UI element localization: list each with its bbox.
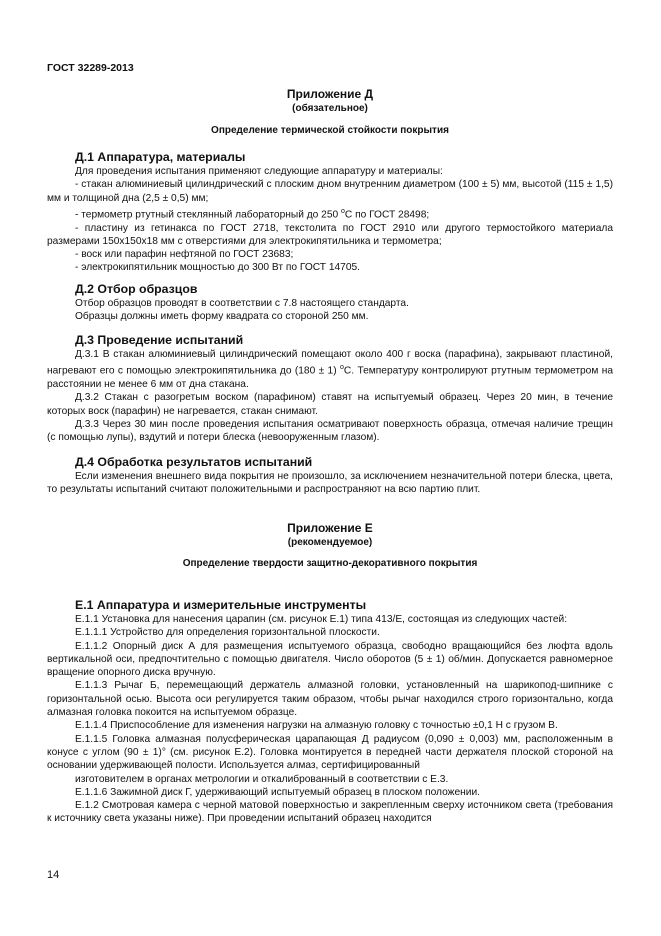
paragraph: - пластину из гетинакса по ГОСТ 2718, текстолита по ГОСТ 2910 или другого термостойкого материала размерами 150х150х18 мм с отверстиями для электрокипятильника и термометра; (47, 222, 613, 247)
appendix-e-heading-block (47, 557, 613, 570)
appendix-d-header (47, 88, 613, 116)
paragraph: Если изменения внешнего вида покрытия не произошло, за исключением незначительной потери блеска, цвета, то результаты испытаний считают положительными и распространяют на всю партию плит. (47, 471, 613, 496)
paragraph: Отбор образцов проводят в соответствии с 7.8 настоящего стандарта. (75, 298, 409, 309)
paragraph: Е.1.1.1 Устройство для определения горизонтальной плоскости. (75, 627, 380, 639)
section-d1 (47, 150, 613, 275)
paragraph: - стакан алюминиевый цилиндрический с плоским дном внутренним диаметром (100 ± 5) мм, высотой (115 ± 1,5) мм и толщиной дна (2,5 ± 0,5) мм; (47, 179, 613, 204)
section-d1-title: Д.1 Аппаратура, материалы (75, 150, 246, 164)
paragraph: изготовителем в органах метрологии и откалиброванный в соответствии с Е.3. (75, 773, 449, 785)
paragraph: Образцы должны иметь форму квадрата со стороной 250 мм. (75, 311, 369, 323)
paragraph: - термометр ртутный стеклянный лабораторный до 250 $^о$С по ГОСТ 28498; (75, 207, 430, 221)
appendix-e-title: Приложение Е (287, 521, 373, 535)
paragraph: Д.3.3 Через 30 мин после проведения испытания осматривают поверхность образца, отмечая наличие трещин (с помощью лупы), вздутий и потери блеска (невооруженным глазом). (47, 418, 613, 444)
paragraph: Д.3.2 Стакан с разогретым воском (парафином) ставят на испытуемый образец. Через 20 мин, в течение которых воск (парафин) не нагревается, стакан снимают. (47, 392, 613, 417)
paragraph: Д.3.1 В стакан алюминиевый цилиндрический помещают около 400 г воска (парафина), закрывают пластиной, нагревают его с помощью электрокипятильника до (180 ± 1) $^о$С. Температуру контролируют ртутным термометром на расстоянии не менее 6 мм от дна стакана. (47, 349, 614, 390)
paragraph: Е.1.1.5 Головка алмазная полусферическая царапающая Д радиусом (0,090 ± 0,003) мм, расположенным в конусе с углом (90 ± 1)° (см. рисунок Е.2). Головка монтируется в передней части держателя плоской стороной на основании удерживающей полости. Используется алмаз, сертифицированный (47, 733, 613, 772)
appendix-d-heading-block (47, 124, 613, 137)
appendix-e-heading: Определение твердости защитно-декоративного покрытия (182, 558, 478, 569)
paragraph: - электрокипятильник мощностью до 300 Вт по ГОСТ 14705. (75, 262, 360, 274)
appendix-e-header (47, 522, 613, 550)
section-e1-title: Е.1 Аппаратура и измерительные инструменты (75, 598, 367, 612)
paragraph: Е.1.1.4 Приспособление для изменения нагрузки на алмазную головку с точностью ±0,1 Н с грузом В. (75, 720, 558, 732)
paragraph: Е.1.1.2 Опорный диск А для размещения испытуемого образца, свободно вращающийся без люфта вдоль вертикальной оси, предпочтительно с помощью двигателя. Число оборотов (5 ± 1) об/мин. Допускается равномерное вращение опорного диска вручную. (47, 640, 613, 679)
section-e1 (47, 598, 613, 826)
paragraph: Е.1.1.6 Зажимной диск Г, удерживающий испытуемый образец в плоском положении. (75, 786, 480, 798)
appendix-d-title: Приложение Д (286, 87, 374, 101)
section-d2-title: Д.2 Отбор образцов (75, 282, 198, 296)
appendix-d-heading: Определение термической стойкости покрытия (211, 125, 449, 136)
section-d3-title: Д.3 Проведение испытаний (75, 333, 244, 347)
section-d3 (47, 333, 613, 444)
paragraph: - воск или парафин нефтяной по ГОСТ 23683; (75, 249, 294, 261)
document-code: ГОСТ 32289-2013 (47, 62, 134, 74)
section-d4-title: Д.4 Обработка результатов испытаний (75, 455, 313, 469)
paragraph: Для проведения испытания применяют следующие аппаратуру и материалы: (75, 166, 443, 177)
appendix-d-status: (обязательное) (292, 103, 368, 115)
section-d2 (47, 282, 613, 324)
paragraph: Е.1.1.3 Рычаг Б, перемещающий держатель алмазной головки, установленный на шарикопод-шипнике с горизонтальной осью. Высота оси регулируется таким образом, чтобы рычаг находился строго горизонтально, когда алмазная головка покоится на испытуемом образце. (47, 680, 613, 719)
paragraph: Е.1.2 Смотровая камера с черной матовой поверхностью и закрепленным сверху источником света (требования к источнику света указаны ниже). При проведении испытаний образец находится (47, 800, 613, 825)
page-number: 14 (47, 869, 60, 881)
section-d4 (47, 455, 613, 497)
paragraph: Е.1.1 Установка для нанесения царапин (см. рисунок Е.1) типа 413/Е, состоящая из следующих частей: (75, 614, 568, 625)
appendix-e-status: (рекомендуемое) (287, 537, 373, 549)
